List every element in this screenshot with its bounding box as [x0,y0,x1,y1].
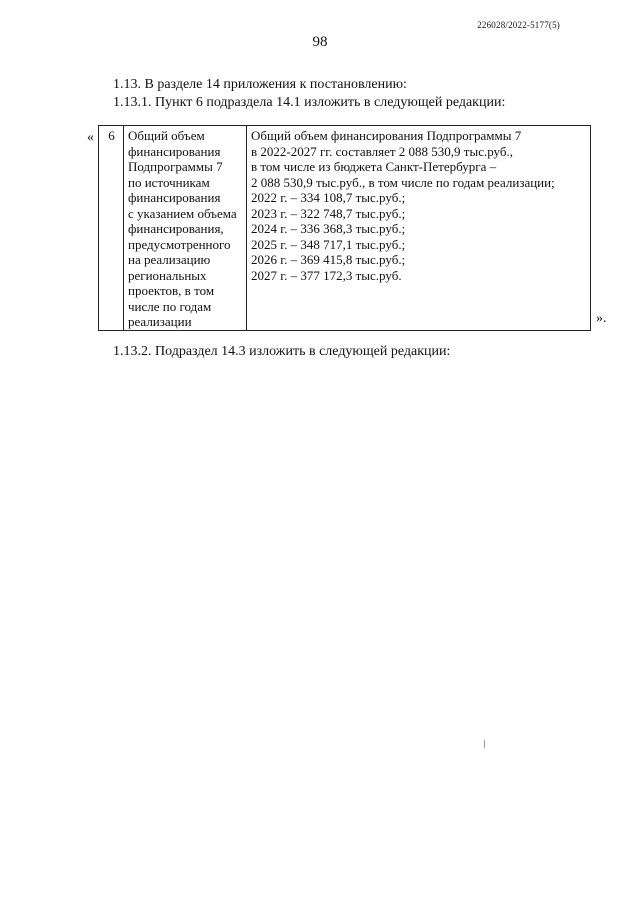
paragraph-1-13: 1.13. В разделе 14 приложения к постановлению: [113,77,407,92]
name-line: региональных [128,267,207,283]
row-number-cell: 6 [99,126,124,331]
value-line: 2022 г. – 334 108,7 тыс.руб.; [251,190,406,205]
closing-quote: ». [596,311,607,326]
row-name-cell [124,126,247,331]
name-line: финансирования, [128,221,224,236]
name-line: на реализацию [128,252,211,267]
value-line: 2023 г. – 322 748,7 тыс.руб.; [251,205,406,221]
name-line: Общий объем [128,128,205,143]
name-line: проектов, в том [128,283,215,298]
name-line: финансирования [128,190,221,205]
name-line: финансирования [128,143,221,159]
value-line: 2026 г. – 369 415,8 тыс.руб.; [251,252,406,267]
value-line: в том числе из бюджета Санкт-Петербурга – [251,159,497,174]
scan-artifact-mark [484,740,485,748]
value-line: Общий объем финансирования Подпрограммы 7 [251,128,522,143]
name-line: числе по годам [128,298,212,314]
opening-quote: « [87,130,94,145]
value-line: 2025 г. – 348 717,1 тыс.руб.; [251,236,406,252]
name-line: реализации [128,314,192,329]
paragraph-1-13-1: 1.13.1. Пункт 6 подраздела 14.1 изложить в следующей редакции: [113,95,506,110]
financing-table [98,125,591,331]
name-line: Подпрограммы 7 [128,159,223,174]
value-line: 2 088 530,9 тыс.руб., в том числе по годам реализации; [251,174,555,190]
paragraph-1-13-2: 1.13.2. Подраздел 14.3 изложить в следующей редакции: [113,344,451,359]
value-line: 2024 г. – 336 368,3 тыс.руб.; [251,221,406,236]
page-number: 98 [312,34,328,50]
table-row [99,126,591,331]
row-value-cell [247,126,591,331]
name-line: по источникам [128,174,210,190]
value-line: 2027 г. – 377 172,3 тыс.руб. [251,267,402,283]
name-line: с указанием объема [128,205,237,221]
name-line: предусмотренного [128,236,231,252]
value-line: в 2022-2027 гг. составляет 2 088 530,9 тыс.руб., [251,143,513,159]
document-id: 226028/2022-5177(5) [477,20,560,30]
